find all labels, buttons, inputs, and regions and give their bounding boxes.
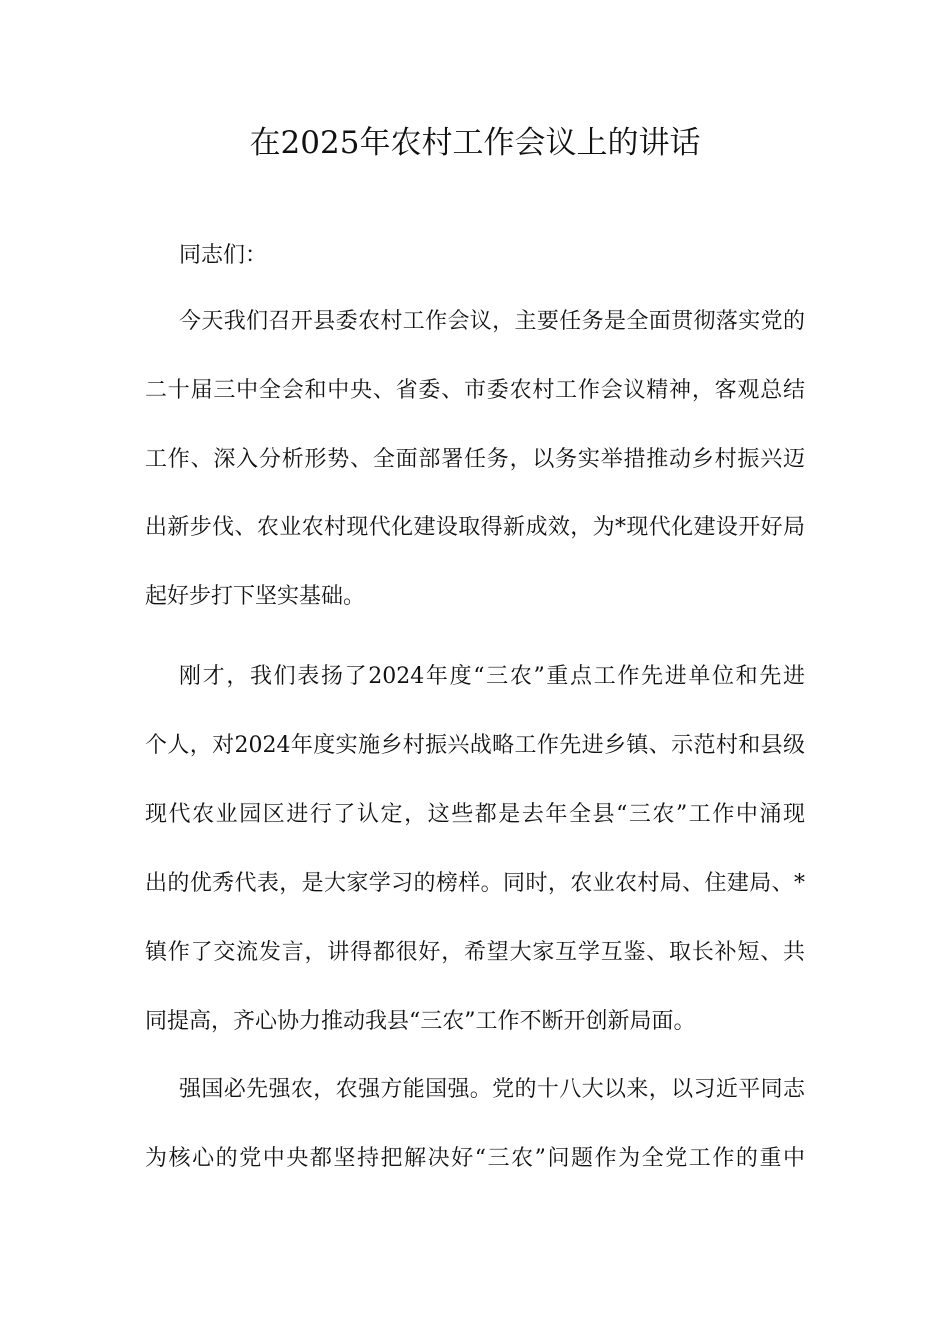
text-line: 出的优秀代表，是大家学习的榜样。同时，农业农村局、住建局、* (145, 871, 805, 896)
text-line: 今天我们召开县委农村工作会议，主要任务是全面贯彻落实党的 (179, 309, 805, 334)
text-line: 现代农业园区进行了认定，这些都是去年全县“三农”工作中涌现 (145, 802, 805, 827)
text-line: 为核心的党中央都坚持把解决好“三农”问题作为全党工作的重中 (145, 1146, 805, 1171)
text-line: 二十届三中全会和中央、省委、市委农村工作会议精神，客观总结 (145, 378, 805, 403)
text-line: 工作、深入分析形势、全面部署任务，以务实举措推动乡村振兴迈 (145, 447, 805, 472)
document-title: 在2025年农村工作会议上的讲话 (249, 125, 701, 161)
text-line: 起好步打下坚实基础。 (145, 584, 366, 609)
text-line: 强国必先强农，农强方能国强。党的十八大以来，以习近平同志 (179, 1077, 805, 1102)
text-line: 个人，对2024年度实施乡村振兴战略工作先进乡镇、示范村和县级 (145, 733, 805, 758)
text-line: 镇作了交流发言，讲得都很好，希望大家互学互鉴、取长补短、共 (145, 940, 805, 965)
text-line: 刚才，我们表扬了2024年度“三农”重点工作先进单位和先进 (179, 664, 805, 689)
text-line: 同提高，齐心协力推动我县“三农”工作不断开创新局面。 (145, 1009, 696, 1034)
salutation: 同志们： (179, 243, 268, 268)
text-line: 出新步伐、农业农村现代化建设取得新成效，为*现代化建设开好局 (145, 515, 805, 540)
